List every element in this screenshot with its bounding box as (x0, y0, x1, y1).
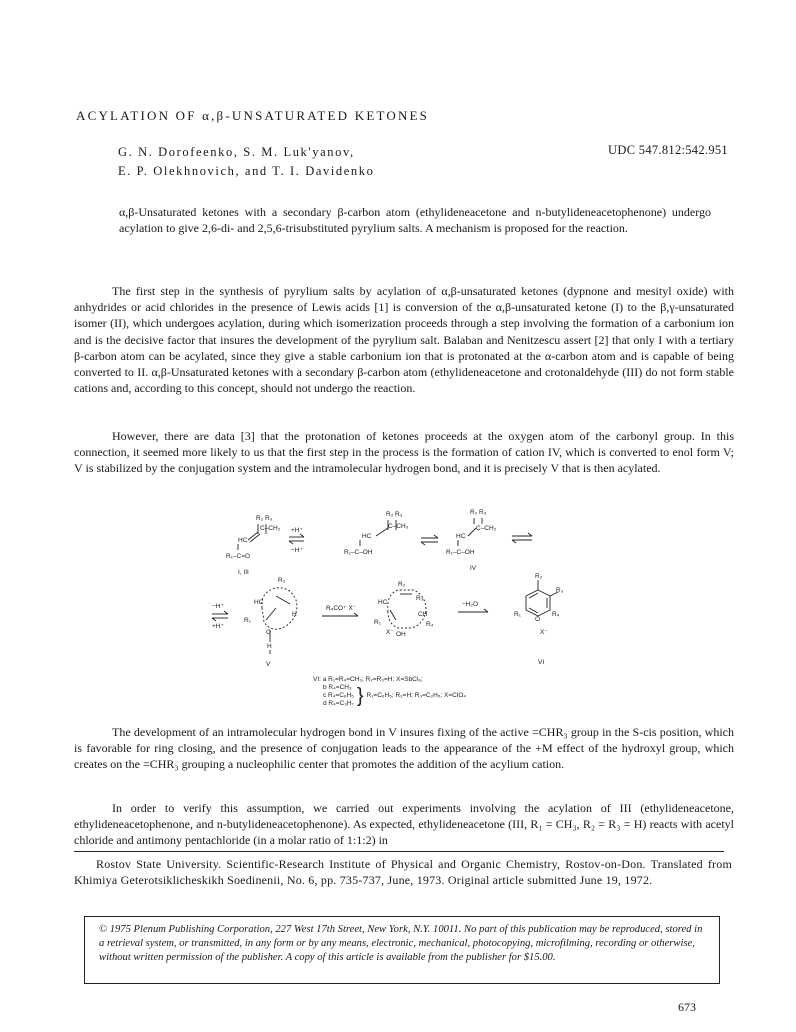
label-cmpd-5: V (266, 661, 271, 668)
label-hc-3: HC (456, 533, 466, 540)
label-hc-1: HC (238, 537, 248, 544)
definition-c: c R₄=C₆H₅ (323, 692, 354, 699)
label-r1-3: R₁ (514, 611, 521, 618)
label-h-2: H (267, 643, 272, 650)
label-hc-2: HC (362, 533, 372, 540)
definition-a: VI: a R₁=R₄=CH₃; R₂=R₃=H; X=SbCl₆; (313, 676, 423, 683)
article-title: ACYLATION OF α,β-UNSATURATED KETONES (76, 108, 430, 123)
label-x-1: X⁻ (386, 629, 394, 636)
label-r2r3-3: R₂ R₃ (470, 509, 487, 516)
label-hminus-2: −H⁺ (212, 603, 224, 610)
label-cmpd-4: IV (470, 565, 477, 572)
page-number: 673 (678, 1000, 696, 1014)
label-x-2: X⁻ (540, 629, 548, 636)
authors-line-2: E. P. Olekhnovich, and T. I. Davidenko (118, 164, 375, 178)
label-r3-1: R₃ (278, 577, 286, 584)
label-o-1: O (266, 629, 272, 636)
brace: } (356, 685, 364, 707)
label-r1coh-2: R₁–C–OH (446, 549, 475, 556)
body-paragraph-1: The first step in the synthesis of pyrylium salts by acylation of α,β-unsaturated ketones (dypnone and mesityl oxide) with anhydrides or acid chlorides in the presence of Lewis acids [1] is conversion of the α,β-unsaturated ketone (I) to the β,γ-unsaturated isomer (II), which undergoes acylation, during which isomerization proceeds through a step involving the formation of a carbonium ion and is the decisive factor that insures the development of the pyrylium salt. Balaban and Nenitzescu assert [2] that only I with a tertiary β-carbon atom can be acylated, since they give a stable carbonium ion that is protonated at the α-carbon atom and is capable of being converted to II. α,β-Unsaturated ketones with a secondary β-carbon atom (ethylideneacetone and crotonaldehyde (III) do not form stable cations and, according to this concept, should not undergo the reaction. (74, 284, 734, 396)
author-list (118, 143, 375, 181)
compound-definitions (313, 676, 466, 708)
definition-group (313, 684, 466, 708)
body-paragraph-4: In order to verify this assumption, we carried out experiments involving the acylation of III (ethylideneacetone, ethylideneacetophenone, and n-butylideneacetophenone). As expected, ethylideneacetone (III, R₁ = CH₃, R₂ = R₃ = H) reacts with acetyl chloride and antimony pentachloride (in a molar ratio of 1:1:2) in (74, 801, 734, 848)
label-cch2: C–CH₂ (260, 525, 281, 532)
label-cmpd-6: VI (538, 659, 545, 666)
label-oh: OH (396, 631, 406, 638)
label-r1-2: R₁ (374, 619, 381, 626)
footnote-rule (74, 851, 724, 852)
label-cmpd-1-3: I, III (238, 569, 249, 576)
label-r4-1: R₄ (426, 621, 434, 628)
label-cch3: C–CH₃ (388, 523, 409, 530)
label-ch-1: CH (418, 611, 428, 618)
label-r4-2: R₄ (552, 611, 560, 618)
label-hminus-1: −H⁺ (291, 547, 303, 554)
definition-common: R₁=C₆H₅; R₂=H; R₃=C₂H₅; X=ClO₄ (366, 692, 467, 699)
abstract: α,β-Unsaturated ketones with a secondary β-carbon atom (ethylideneacetone and n-butylideneacetophenone) undergo acylation to give 2,6-di- and 2,5,6-trisubstituted pyrylium salts. A mechanism is proposed for the reaction. (119, 205, 711, 235)
label-r3-3: R₃ (556, 587, 564, 594)
label-acylium: R₄CO⁺ X⁻ (326, 605, 357, 612)
label-r2-3: R₂ (535, 573, 543, 580)
definition-bcd (313, 684, 354, 708)
label-r2-2: R₂ (398, 581, 406, 588)
label-h-1: H (292, 611, 297, 618)
label-hplus-1: +H⁺ (291, 527, 303, 534)
label-r3-2: R₃ (416, 595, 424, 602)
label-r1-1: R₁ (244, 617, 251, 624)
body-paragraph-3: The development of an intramolecular hydrogen bond in V insures fixing of the active =CHR₃ group in the S-cis position, which is favorable for ring closing, and the presence of conjugation leads to the appearance of the +M effect of the hydroxyl group, which creates on the =CHR₃ grouping a nucleophilic center that promotes the addition of the acylium cation. (74, 725, 734, 772)
label-o-2: O (535, 616, 541, 623)
label-r2r3-2: R₂ R₃ (386, 511, 403, 518)
affiliation-footnote: Rostov State University. Scientific-Research Institute of Physical and Organic Chemistry, Rostov-on-Don. Translated from Khimiya Geterotsiklicheskikh Soedinenii, No. 6, pp. 735-737, June, 1973. Original article submitted June 19, 1972. (74, 857, 732, 887)
label-r1co: R₁–C=O (226, 553, 251, 560)
udc-code: UDC 547.812:542.951 (608, 143, 728, 157)
label-minus-h2o: −H₂O (462, 601, 479, 608)
label-hplus-2: +H⁺ (212, 623, 224, 630)
definition-b: b R₄=CH₃ (323, 684, 352, 691)
label-hc-4: HC (254, 599, 264, 606)
label-cch2-2: C–CH₂ (476, 525, 497, 532)
label-r1coh-1: R₁–C–OH (344, 549, 373, 556)
label-hc-5: HC (378, 599, 388, 606)
copyright-notice: © 1975 Plenum Publishing Corporation, 227 West 17th Street, New York, N.Y. 10011. No part of this publication may be reproduced, stored in a retrieval system, or transmitted, in any form or by any means, electronic, mechanical, photocopying, microfilming, recording or otherwise, without written permission of the publisher. A copy of this article is available from the publisher for $15.00. (84, 916, 720, 984)
authors-line-1: G. N. Dorofeenko, S. M. Luk'yanov, (118, 145, 355, 159)
body-paragraph-2: However, there are data [3] that the protonation of ketones proceeds at the oxygen atom of the carbonyl group. In this connection, it seemed more likely to us that the first step in the process is the formation of cation IV, which is converted to enol form V; V is stabilized by the conjugation system and the intramolecular hydrogen bond, and it is precisely V that is then acylated. (74, 429, 734, 476)
definition-d: d R₄=C₃H₇ (323, 700, 354, 707)
label-r2r3-1: R₂ R₃ (256, 515, 273, 522)
